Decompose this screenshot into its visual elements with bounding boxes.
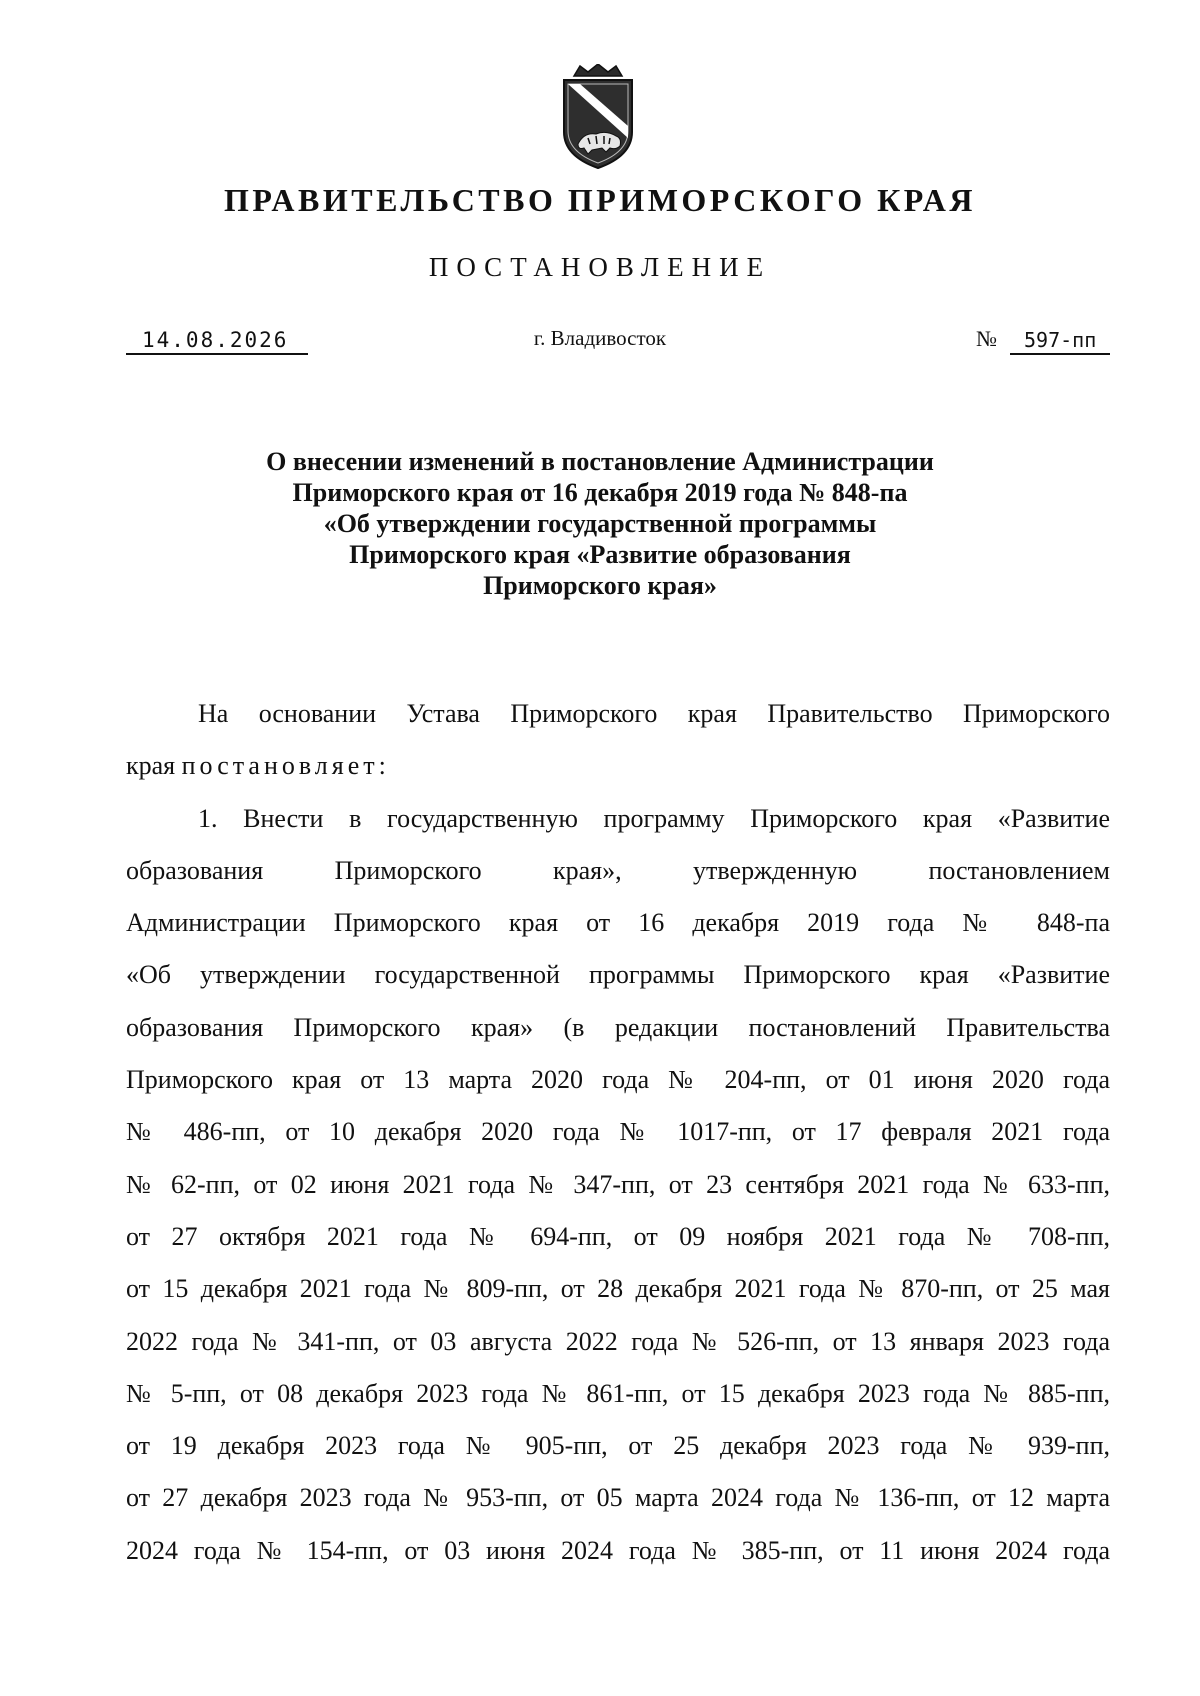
body-line: «Об утверждении государственной программы Приморского края «Развитие	[126, 960, 1110, 990]
body-line	[126, 740, 1110, 792]
body-line: 2022 года № 341-пп, от 03 августа 2022 года № 526-пп, от 13 января 2023 года	[126, 1326, 1110, 1356]
subject-line: О внесении изменений в постановление Администрации	[266, 447, 934, 476]
number-label: №	[976, 326, 997, 351]
subject-line: Приморского края»	[483, 571, 717, 600]
document-date: 14.08.2026	[126, 327, 308, 355]
document-subject	[200, 446, 1000, 601]
document-type: ПОСТАНОВЛЕНИЕ	[428, 252, 772, 282]
body-line: № 62-пп, от 02 июня 2021 года № 347-пп, от 23 сентября 2021 года № 633-пп,	[126, 1169, 1110, 1199]
coat-of-arms-icon	[560, 64, 636, 170]
body-line: № 486-пп, от 10 декабря 2020 года № 1017-пп, от 17 февраля 2021 года	[126, 1117, 1110, 1147]
body-line: № 5-пп, от 08 декабря 2023 года № 861-пп, от 15 декабря 2023 года № 885-пп,	[126, 1378, 1110, 1408]
subject-line: «Об утверждении государственной программы	[323, 509, 877, 538]
body-line: от 27 октября 2021 года № 694-пп, от 09 ноября 2021 года № 708-пп,	[126, 1221, 1110, 1251]
body-line: На основании Устава Приморского края Правительство Приморского	[198, 699, 1110, 728]
document-number: 597-пп	[1010, 327, 1110, 355]
subject-line: Приморского края от 16 декабря 2019 года № 848-па	[292, 478, 908, 507]
organization-title: ПРАВИТЕЛЬСТВО ПРИМОРСКОГО КРАЯ	[224, 182, 976, 218]
body-line: от 19 декабря 2023 года № 905-пп, от 25 декабря 2023 года № 939-пп,	[126, 1431, 1110, 1461]
body-line: Администрации Приморского края от 16 декабря 2019 года № 848-па	[126, 908, 1110, 938]
body-line: Приморского края от 13 марта 2020 года № 204-пп, от 01 июня 2020 года	[126, 1065, 1110, 1095]
body-line: от 27 декабря 2023 года № 953-пп, от 05 марта 2024 года № 136-пп, от 12 марта	[126, 1483, 1110, 1513]
body-line: образования Приморского края», утвержденную постановлением	[126, 855, 1110, 885]
body-line: 2024 года № 154-пп, от 03 июня 2024 года № 385-пп, от 11 июня 2024 года	[126, 1535, 1110, 1565]
body-line: от 15 декабря 2021 года № 809-пп, от 28 декабря 2021 года № 870-пп, от 25 мая	[126, 1274, 1110, 1304]
body-text-fragment: края	[126, 751, 182, 781]
body-line: образования Приморского края» (в редакции постановлений Правительства	[126, 1012, 1110, 1042]
document-city: г. Владивосток	[533, 326, 667, 350]
body-line: 1. Внести в государственную программу Приморского края «Развитие	[198, 803, 1110, 833]
document-body	[126, 688, 1110, 1577]
resolution-verb: постановляет:	[181, 751, 390, 781]
subject-line: Приморского края «Развитие образования	[349, 540, 851, 569]
